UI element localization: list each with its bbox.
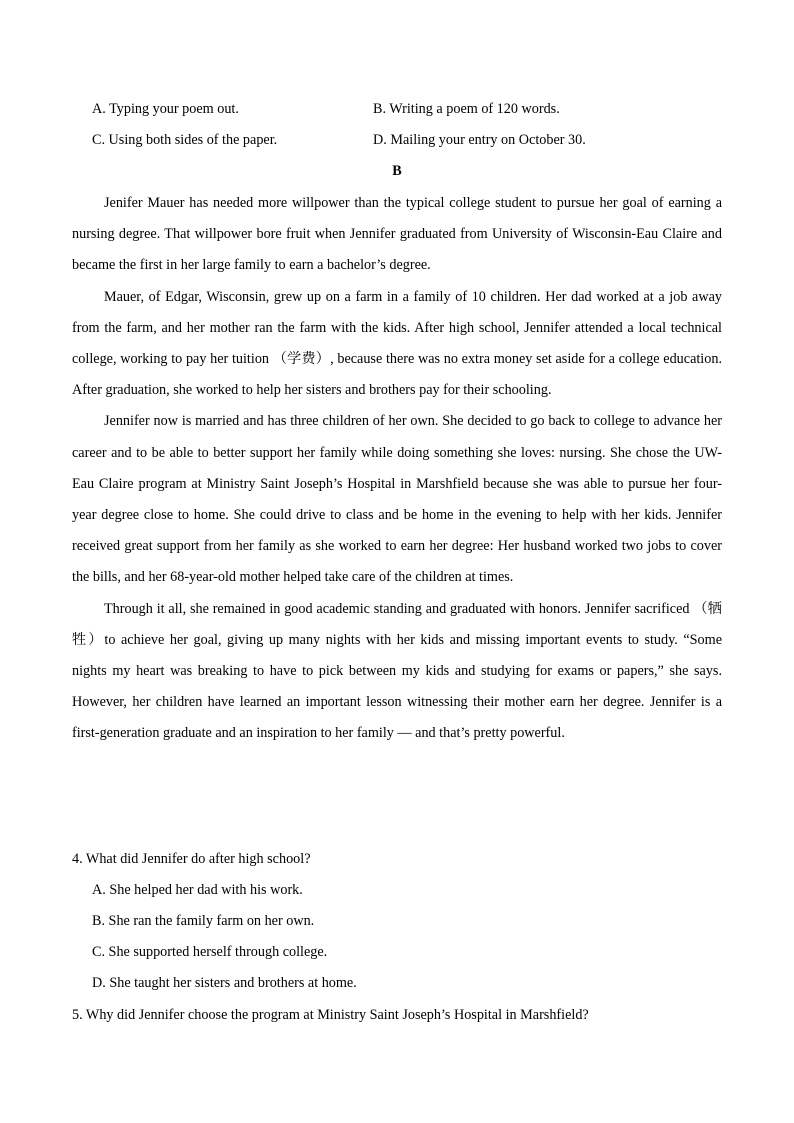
question-5: [72, 1000, 732, 1031]
option-c: C. Using both sides of the paper.: [92, 132, 278, 148]
passage-paragraph-1: Jenifer Mauer has needed more willpower than the typical college student to pursue her goal of earning a nursing degree. That willpower bore fruit when Jennifer graduated from University of Wisconsin-Eau Claire and became the first in her large family to earn a bachelor’s degree.: [72, 195, 722, 274]
question-4-stem: 4. What did Jennifer do after high school?: [72, 851, 311, 867]
option-b: B. Writing a poem of 120 words.: [373, 101, 560, 117]
section-heading: B: [392, 163, 402, 179]
option-d: D. Mailing your entry on October 30.: [373, 132, 586, 148]
option-a: A. Typing your poem out.: [92, 101, 239, 117]
passage-paragraph-4: Through it all, she remained in good academic standing and graduated with honors. Jennifer sacrificed （牺牲）to achieve her goal, giving up many nights with her kids and missing important events to study. “Some nights my heart was breaking to have to pick between my kids and studying for exams or papers,” she says. However, her children have learned an important lesson witnessing their mother earn her degree. Jennifer is a first-generation graduate and an inspiration to her family — and that’s pretty powerful.: [72, 600, 722, 742]
question-4-option-a: A. She helped her dad with his work.: [92, 882, 303, 898]
question-4: [72, 844, 732, 999]
question-4-option-c: C. She supported herself through college.: [92, 944, 328, 960]
reading-passage: [72, 188, 722, 750]
question-4-option-d: D. She taught her sisters and brothers at home.: [92, 975, 357, 991]
question-5-stem: 5. Why did Jennifer choose the program at Ministry Saint Joseph’s Hospital in Marshfield?: [72, 1007, 589, 1023]
passage-paragraph-2: Mauer, of Edgar, Wisconsin, grew up on a farm in a family of 10 children. Her dad worked at a job away from the farm, and her mother ran the farm with the kids. After high school, Jennifer attended a local technical college, working to pay her tuition （学费）, because there was no extra money set aside for a college education. After graduation, she worked to help her sisters and brothers pay for their schooling.: [72, 288, 722, 399]
previous-question-options-row-2: [0, 132, 794, 156]
question-4-option-b: B. She ran the family farm on her own.: [92, 913, 315, 929]
passage-paragraph-3: Jennifer now is married and has three children of her own. She decided to go back to college to advance her career and to be able to better support her family while doing something she loves: nursing. She chose the UW-Eau Claire program at Ministry Saint Joseph’s Hospital in Marshfield because she was able to pursue her four-year degree close to home. She could drive to class and be home in the evening to help with her kids. Jennifer received great support from her family as she worked to earn her degree: Her husband worked two jobs to cover the bills, and her 68-year-old mother helped take care of the children at times.: [72, 413, 722, 586]
previous-question-options-row-1: [0, 101, 794, 125]
